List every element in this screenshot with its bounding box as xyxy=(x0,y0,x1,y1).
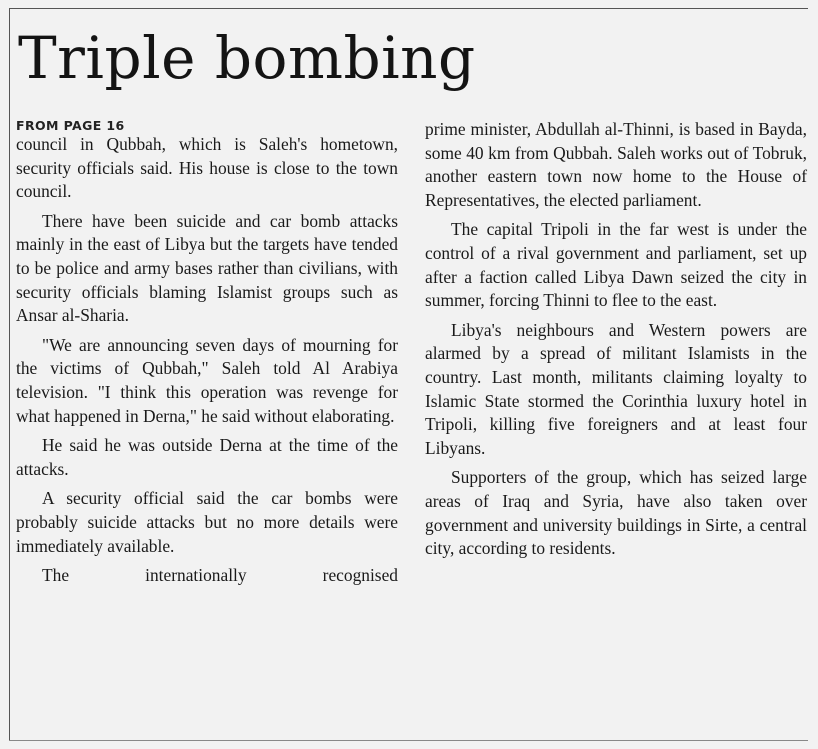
paragraph: The internationally recognised xyxy=(42,565,398,586)
left-rule xyxy=(9,8,10,741)
right-column xyxy=(425,118,807,567)
paragraph: prime minister, Abdullah al-Thinni, is based in Bayda, some 40 km from Qubbah. Saleh works out of Tobruk, another eastern town now home to the House of Representatives, the elected parliament. xyxy=(425,119,807,210)
paragraph: Supporters of the group, which has seized large areas of Iraq and Syria, have also taken over government and university buildings in Sirte, a central city, according to residents. xyxy=(425,467,807,559)
paragraph: There have been suicide and car bomb attacks mainly in the east of Libya but the targets have tended to be police and army bases rather than civilians, with security officials blaming Islamist groups such as Ansar al-Sharia. xyxy=(16,210,398,326)
paragraph: council in Qubbah, which is Saleh's hometown, security officials said. His house is close to the town council. xyxy=(16,134,398,202)
headline: Triple bombing xyxy=(18,24,476,92)
left-column xyxy=(16,118,398,594)
bottom-rule xyxy=(9,740,808,741)
paragraph: He said he was outside Derna at the time of the attacks. xyxy=(16,435,398,479)
top-rule xyxy=(9,8,808,9)
paragraph: "We are announcing seven days of mourning for the victims of Qubbah," Saleh told Al Arabiya television. "I think this operation was revenge for what happened in Derna," he said without elaborating. xyxy=(16,334,398,426)
paragraph: Libya's neighbours and Western powers are alarmed by a spread of militant Islamists in the country. Last month, militants claiming loyalty to Islamic State stormed the Corinthia luxury hotel in Tripoli, killing five foreigners and at least four Libyans. xyxy=(425,319,807,458)
paragraph: The capital Tripoli in the far west is under the control of a rival government and parliament, set up after a faction called Libya Dawn seized the city in summer, forcing Thinni to flee to the east. xyxy=(425,219,807,311)
jump-line: FROM PAGE 16 xyxy=(16,118,125,133)
paragraph: A security official said the car bombs were probably suicide attacks but no more details were immediately available. xyxy=(16,488,398,556)
